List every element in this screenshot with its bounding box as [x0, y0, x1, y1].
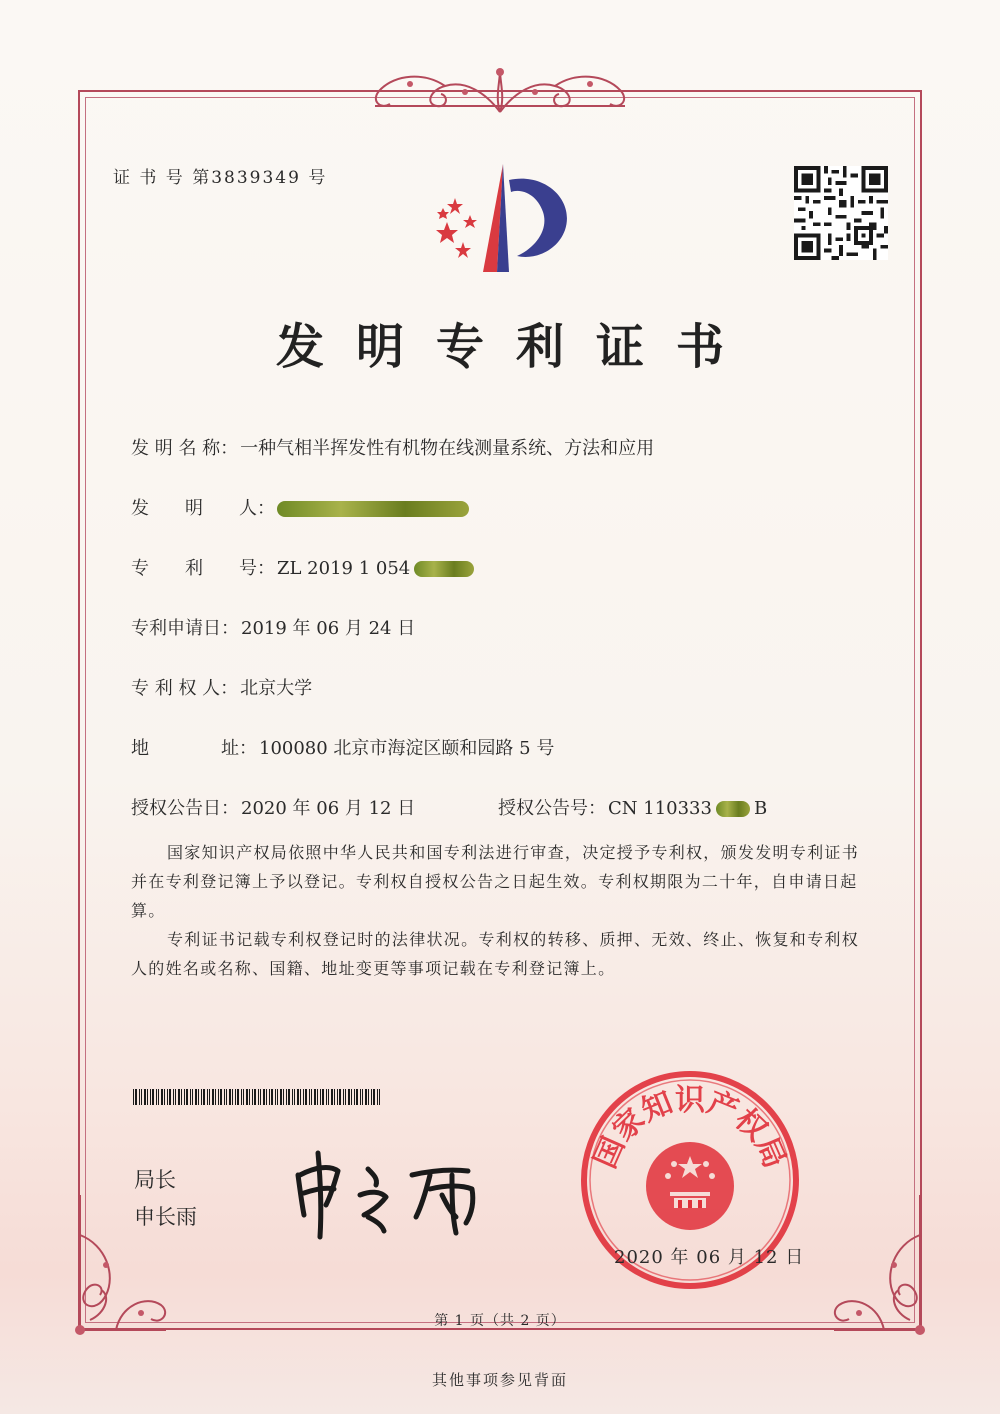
- field-application-date: [131, 614, 415, 640]
- barcode-bar: [328, 1089, 329, 1105]
- barcode-bar: [354, 1089, 355, 1105]
- barcode-bar: [348, 1089, 350, 1105]
- field-grant-date: [131, 794, 415, 820]
- barcode-bar: [139, 1089, 140, 1105]
- grant-date-value: 2020 年 06 月 12 日: [241, 798, 416, 819]
- field-label: 发 明 名 称：: [131, 438, 239, 459]
- barcode-bar: [345, 1089, 346, 1105]
- certificate-number: 证 书 号 第3839349 号: [113, 168, 328, 188]
- field-invention-name: [131, 434, 654, 460]
- barcode-bar: [141, 1089, 142, 1105]
- barcode-bar: [260, 1089, 261, 1105]
- patentee-value: 北京大学: [240, 678, 313, 699]
- barcode-bar: [280, 1089, 282, 1105]
- barcode-bar: [173, 1089, 174, 1105]
- application-date-value: 2019 年 06 月 24 日: [241, 618, 416, 639]
- barcode-bar: [269, 1089, 270, 1105]
- barcode-bar: [297, 1089, 299, 1105]
- field-patentee: [131, 674, 312, 700]
- barcode-bar: [192, 1089, 193, 1105]
- field-patent-number: [131, 554, 474, 580]
- barcode-icon: [133, 1089, 381, 1105]
- barcode-bar: [320, 1089, 321, 1105]
- barcode-bar: [215, 1089, 216, 1105]
- field-label: 授权公告日：: [131, 798, 239, 819]
- invention-name-value: 一种气相半挥发性有机物在线测量系统、方法和应用: [240, 438, 655, 459]
- barcode-bar: [252, 1089, 253, 1105]
- field-address: [131, 734, 554, 760]
- barcode-bar: [181, 1089, 182, 1105]
- field-label: 专 利 权 人：: [131, 678, 239, 699]
- barcode-bar: [190, 1089, 191, 1105]
- barcode-bar: [368, 1089, 369, 1105]
- official-name: 申长雨: [134, 1205, 197, 1229]
- barcode-bar: [337, 1089, 338, 1105]
- footer-note: 其他事项参见背面: [431, 1371, 568, 1389]
- barcode-bar: [343, 1089, 344, 1105]
- barcode-bar: [167, 1089, 168, 1105]
- barcode-bar: [277, 1089, 278, 1105]
- field-label: 地 址：: [131, 738, 257, 759]
- barcode-bar: [254, 1089, 256, 1105]
- barcode-bar: [229, 1089, 231, 1105]
- announcement-number-prefix: CN 110333: [608, 798, 712, 819]
- barcode-bar: [224, 1089, 225, 1105]
- field-label: 专 利 号：: [131, 558, 275, 579]
- statement-paragraph-1: 国家知识产权局依照中华人民共和国专利法进行审查，决定授予专利权，颁发发明专利证书并在专利登记簿上予以登记。专利权自授权公告之日起生效。专利权期限为二十年，自申请日起算。: [131, 843, 860, 920]
- barcode-bar: [156, 1089, 157, 1105]
- barcode-bar: [288, 1089, 290, 1105]
- barcode-bar: [351, 1089, 352, 1105]
- barcode-bar: [286, 1089, 287, 1105]
- barcode-bar: [322, 1089, 324, 1105]
- barcode-bar: [198, 1089, 199, 1105]
- official-title: 局长: [134, 1168, 176, 1192]
- barcode-bar: [220, 1089, 222, 1105]
- barcode-bar: [331, 1089, 333, 1105]
- barcode-bar: [356, 1089, 358, 1105]
- barcode-bar: [178, 1089, 180, 1105]
- barcode-bar: [263, 1089, 265, 1105]
- barcode-bar: [243, 1089, 244, 1105]
- seal-date: 2020 年 06 月 12 日: [614, 1247, 805, 1268]
- barcode-bar: [135, 1089, 137, 1105]
- redacted-inventor-names: [277, 501, 469, 517]
- barcode-bar: [203, 1089, 205, 1105]
- statement-paragraph-2: 专利证书记载专利权登记时的法律状况。专利权的转移、质押、无效、终止、恢复和专利权人的姓名或名称、国籍、地址变更等事项记载在专利登记簿上。: [131, 930, 860, 978]
- field-label: 发 明 人：: [131, 498, 275, 519]
- qr-code-icon: [794, 166, 888, 260]
- barcode-bar: [294, 1089, 295, 1105]
- barcode-bar: [147, 1089, 148, 1105]
- address-value: 100080 北京市海淀区颐和园路 5 号: [259, 738, 555, 759]
- barcode-bar: [164, 1089, 165, 1105]
- announcement-number-suffix: B: [753, 798, 768, 819]
- redacted-patent-number: [414, 561, 474, 577]
- barcode-bar: [317, 1089, 318, 1105]
- barcode-bar: [373, 1089, 375, 1105]
- barcode-bar: [283, 1089, 284, 1105]
- barcode-bar: [226, 1089, 227, 1105]
- redacted-announcement-number: [716, 801, 750, 817]
- field-announcement-number: [498, 794, 767, 820]
- barcode-bar: [339, 1089, 341, 1105]
- barcode-bar: [314, 1089, 316, 1105]
- barcode-bar: [195, 1089, 197, 1105]
- page-number: 第 1 页（共 2 页）: [434, 1313, 566, 1329]
- barcode-bar: [207, 1089, 208, 1105]
- barcode-bar: [311, 1089, 312, 1105]
- barcode-bar: [169, 1089, 171, 1105]
- barcode-bar: [158, 1089, 159, 1105]
- barcode-bar: [201, 1089, 202, 1105]
- barcode-bar: [152, 1089, 154, 1105]
- patent-office-logo-icon: [425, 160, 575, 275]
- barcode-bar: [305, 1089, 307, 1105]
- field-label: 授权公告号：: [498, 798, 606, 819]
- barcode-bar: [334, 1089, 335, 1105]
- barcode-bar: [371, 1089, 372, 1105]
- barcode-bar: [360, 1089, 361, 1105]
- barcode-bar: [237, 1089, 239, 1105]
- certificate-title: 发明专利证书: [275, 319, 756, 375]
- barcode-bar: [235, 1089, 236, 1105]
- barcode-bar: [266, 1089, 267, 1105]
- barcode-bar: [241, 1089, 242, 1105]
- top-ornament-icon: [355, 62, 645, 116]
- seal-text: 国家知识产权局: [587, 1083, 793, 1174]
- barcode-bar: [150, 1089, 151, 1105]
- barcode-bar: [365, 1089, 367, 1105]
- barcode-bar: [186, 1089, 188, 1105]
- barcode-bar: [275, 1089, 276, 1105]
- barcode-bar: [175, 1089, 176, 1105]
- barcode-bar: [218, 1089, 219, 1105]
- barcode-bar: [249, 1089, 250, 1105]
- barcode-bar: [184, 1089, 185, 1105]
- barcode-bar: [212, 1089, 214, 1105]
- signature-icon: [290, 1145, 500, 1240]
- barcode-bar: [271, 1089, 273, 1105]
- field-label: 专利申请日：: [131, 618, 239, 639]
- barcode-bar: [300, 1089, 301, 1105]
- barcode-bar: [161, 1089, 163, 1105]
- barcode-bar: [377, 1089, 378, 1105]
- barcode-bar: [303, 1089, 304, 1105]
- barcode-bar: [246, 1089, 248, 1105]
- barcode-bar: [144, 1089, 146, 1105]
- barcode-bar: [209, 1089, 210, 1105]
- barcode-bar: [292, 1089, 293, 1105]
- barcode-bar: [362, 1089, 363, 1105]
- barcode-bar: [379, 1089, 380, 1105]
- barcode-bar: [232, 1089, 233, 1105]
- patent-number-value: ZL 2019 1 054: [277, 558, 411, 579]
- field-inventor: [131, 494, 469, 520]
- barcode-bar: [258, 1089, 259, 1105]
- barcode-bar: [326, 1089, 327, 1105]
- barcode-bar: [309, 1089, 310, 1105]
- barcode-bar: [133, 1089, 134, 1105]
